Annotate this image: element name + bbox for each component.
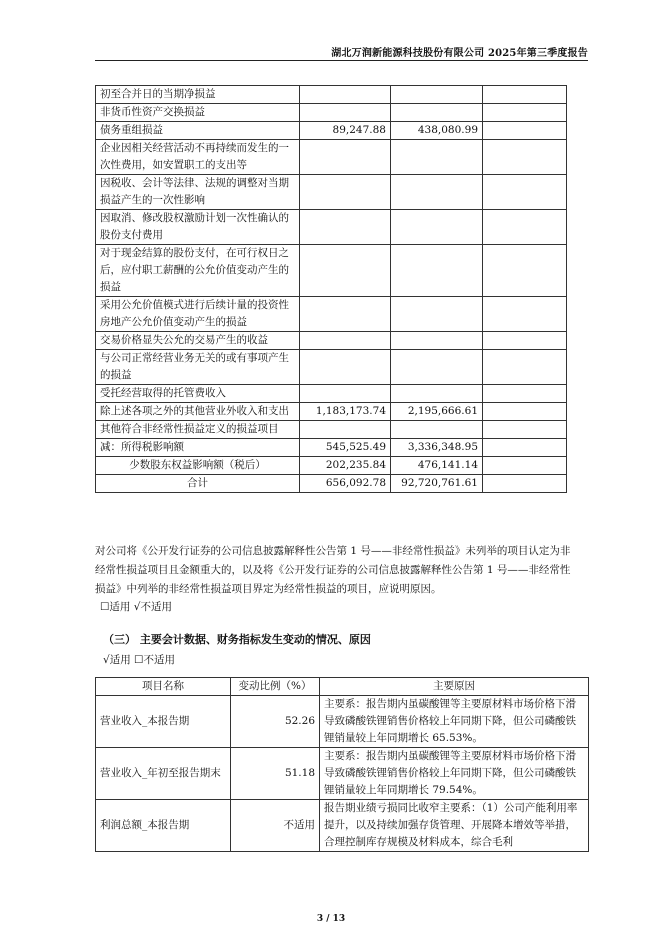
row-item: 采用公允价值模式进行后续计量的投资性房地产公允价值变动产生的损益 xyxy=(96,297,300,332)
row-item: 债务重组损益 xyxy=(96,122,300,140)
row-item-name: 营业收入_本报告期 xyxy=(96,696,231,748)
header-item-name: 项目名称 xyxy=(96,678,231,696)
row-item: 除上述各项之外的其他营业外收入和支出 xyxy=(96,403,300,421)
row-blank-cell xyxy=(483,475,567,493)
table-row xyxy=(96,421,567,439)
row-item: 对于现金结算的股份支付，在可行权日之后，应付职工薪酬的公允价值变动产生的损益 xyxy=(96,245,300,297)
applicability-checkbox-2: √适用 ☐不适用 xyxy=(103,654,175,666)
row-ytd-value xyxy=(391,104,483,122)
row-current-value xyxy=(300,175,391,210)
row-item: 受托经营取得的托管费收入 xyxy=(96,385,300,403)
row-current-value xyxy=(300,332,391,350)
row-blank-cell xyxy=(483,385,567,403)
row-current-value: 1,183,173.74 xyxy=(300,403,391,421)
row-blank-cell xyxy=(483,104,567,122)
row-current-value xyxy=(300,421,391,439)
row-ytd-value xyxy=(391,297,483,332)
row-blank-cell xyxy=(483,332,567,350)
table-row xyxy=(96,748,589,800)
row-current-value: 202,235.84 xyxy=(300,457,391,475)
row-item: 因税收、会计等法律、法规的调整对当期损益产生的一次性影响 xyxy=(96,175,300,210)
row-item-name: 营业收入_年初至报告期末 xyxy=(96,748,231,800)
row-blank-cell xyxy=(483,86,567,104)
row-ytd-value xyxy=(391,421,483,439)
row-blank-cell xyxy=(483,175,567,210)
row-reason: 主要系：报告期内虽碳酸锂等主要原材料市场价格下滑导致磷酸铁锂销售价格较上年同期下降，但公司磷酸铁锂销量较上年同期增长 79.54%。 xyxy=(320,748,589,800)
row-current-value xyxy=(300,104,391,122)
row-current-value: 89,247.88 xyxy=(300,122,391,140)
table-row xyxy=(96,122,567,140)
row-ytd-value xyxy=(391,350,483,385)
row-ytd-value xyxy=(391,210,483,245)
row-current-value xyxy=(300,140,391,175)
row-item: 与公司正常经营业务无关的或有事项产生的损益 xyxy=(96,350,300,385)
table-row xyxy=(96,439,567,457)
table-row xyxy=(96,332,567,350)
row-ytd-value: 3,336,348.95 xyxy=(391,439,483,457)
changes-table xyxy=(95,677,589,852)
table-row xyxy=(96,350,567,385)
row-item: 因取消、修改股权激励计划一次性确认的股份支付费用 xyxy=(96,210,300,245)
row-item: 交易价格显失公允的交易产生的收益 xyxy=(96,332,300,350)
row-ytd-value xyxy=(391,332,483,350)
row-current-value: 545,525.49 xyxy=(300,439,391,457)
row-reason: 主要系：报告期内虽碳酸锂等主要原材料市场价格下滑导致磷酸铁锂销售价格较上年同期下降，但公司磷酸铁锂销量较上年同期增长 65.53%。 xyxy=(320,696,589,748)
row-blank-cell xyxy=(483,245,567,297)
row-ytd-value xyxy=(391,385,483,403)
table-row xyxy=(96,385,567,403)
row-ytd-value xyxy=(391,86,483,104)
row-item: 其他符合非经常性损益定义的损益项目 xyxy=(96,421,300,439)
row-ytd-value xyxy=(391,140,483,175)
applicability-checkbox-1: ☐适用 √不适用 xyxy=(100,601,172,613)
row-blank-cell xyxy=(483,122,567,140)
table-row xyxy=(96,210,567,245)
header-reason: 主要原因 xyxy=(320,678,589,696)
row-item: 合计 xyxy=(96,475,300,493)
row-ratio: 不适用 xyxy=(231,800,320,852)
row-item: 企业因相关经营活动不再持续而发生的一次性费用，如安置职工的支出等 xyxy=(96,140,300,175)
row-ratio: 52.26 xyxy=(231,696,320,748)
table-header-row xyxy=(96,678,589,696)
row-blank-cell xyxy=(483,297,567,332)
page-header: 湖北万润新能源科技股份有限公司 2025年第三季度报告 xyxy=(331,48,588,59)
table-row xyxy=(96,457,567,475)
row-ytd-value xyxy=(391,175,483,210)
section-title: （三） 主要会计数据、财务指标发生变动的情况、原因 xyxy=(103,633,371,646)
table-row xyxy=(96,403,567,421)
row-reason: 报告期业绩亏损同比收窄主要系：（1）公司产能利用率提升，以及持续加强存货管理、开展降本增效等举措，合理控制库存规模及材料成本，综合毛利 xyxy=(320,800,589,852)
header-rule xyxy=(95,60,588,61)
row-item: 少数股东权益影响额（税后） xyxy=(96,457,300,475)
table-row xyxy=(96,297,567,332)
table-row xyxy=(96,86,567,104)
row-current-value xyxy=(300,385,391,403)
row-current-value xyxy=(300,297,391,332)
row-blank-cell xyxy=(483,457,567,475)
header-ratio: 变动比例（%） xyxy=(231,678,320,696)
row-ytd-value xyxy=(391,245,483,297)
row-ytd-value: 92,720,761.61 xyxy=(391,475,483,493)
row-current-value: 656,092.78 xyxy=(300,475,391,493)
table-row xyxy=(96,696,589,748)
row-blank-cell xyxy=(483,403,567,421)
row-blank-cell xyxy=(483,210,567,245)
table-row xyxy=(96,140,567,175)
table-row xyxy=(96,475,567,493)
table-row xyxy=(96,104,567,122)
row-current-value xyxy=(300,245,391,297)
page-number: 3 / 13 xyxy=(316,914,346,924)
table-row xyxy=(96,800,589,852)
row-item-name: 利润总额_本报告期 xyxy=(96,800,231,852)
row-blank-cell xyxy=(483,350,567,385)
row-ytd-value: 476,141.14 xyxy=(391,457,483,475)
row-ratio: 51.18 xyxy=(231,748,320,800)
row-blank-cell xyxy=(483,421,567,439)
row-current-value xyxy=(300,210,391,245)
row-item: 减：所得税影响额 xyxy=(96,439,300,457)
nonrecurring-explanation: 对公司将《公开发行证券的公司信息披露解释性公告第 1 号——非经常性损益》未列举的项目认定为非经常性损益项目且金额重大的，以及将《公开发行证券的公司信息披露解释性公告第 1 号——非经常性损益》中列举的非经常性损益项目界定为经常性损益的项目，应说明原因。 xyxy=(95,545,571,595)
nonrecurring-gains-table xyxy=(95,85,567,493)
row-current-value xyxy=(300,86,391,104)
table-row xyxy=(96,175,567,210)
row-ytd-value: 438,080.99 xyxy=(391,122,483,140)
row-ytd-value: 2,195,666.61 xyxy=(391,403,483,421)
row-blank-cell xyxy=(483,439,567,457)
row-item: 非货币性资产交换损益 xyxy=(96,104,300,122)
row-item: 初至合并日的当期净损益 xyxy=(96,86,300,104)
row-blank-cell xyxy=(483,140,567,175)
table-row xyxy=(96,245,567,297)
row-current-value xyxy=(300,350,391,385)
